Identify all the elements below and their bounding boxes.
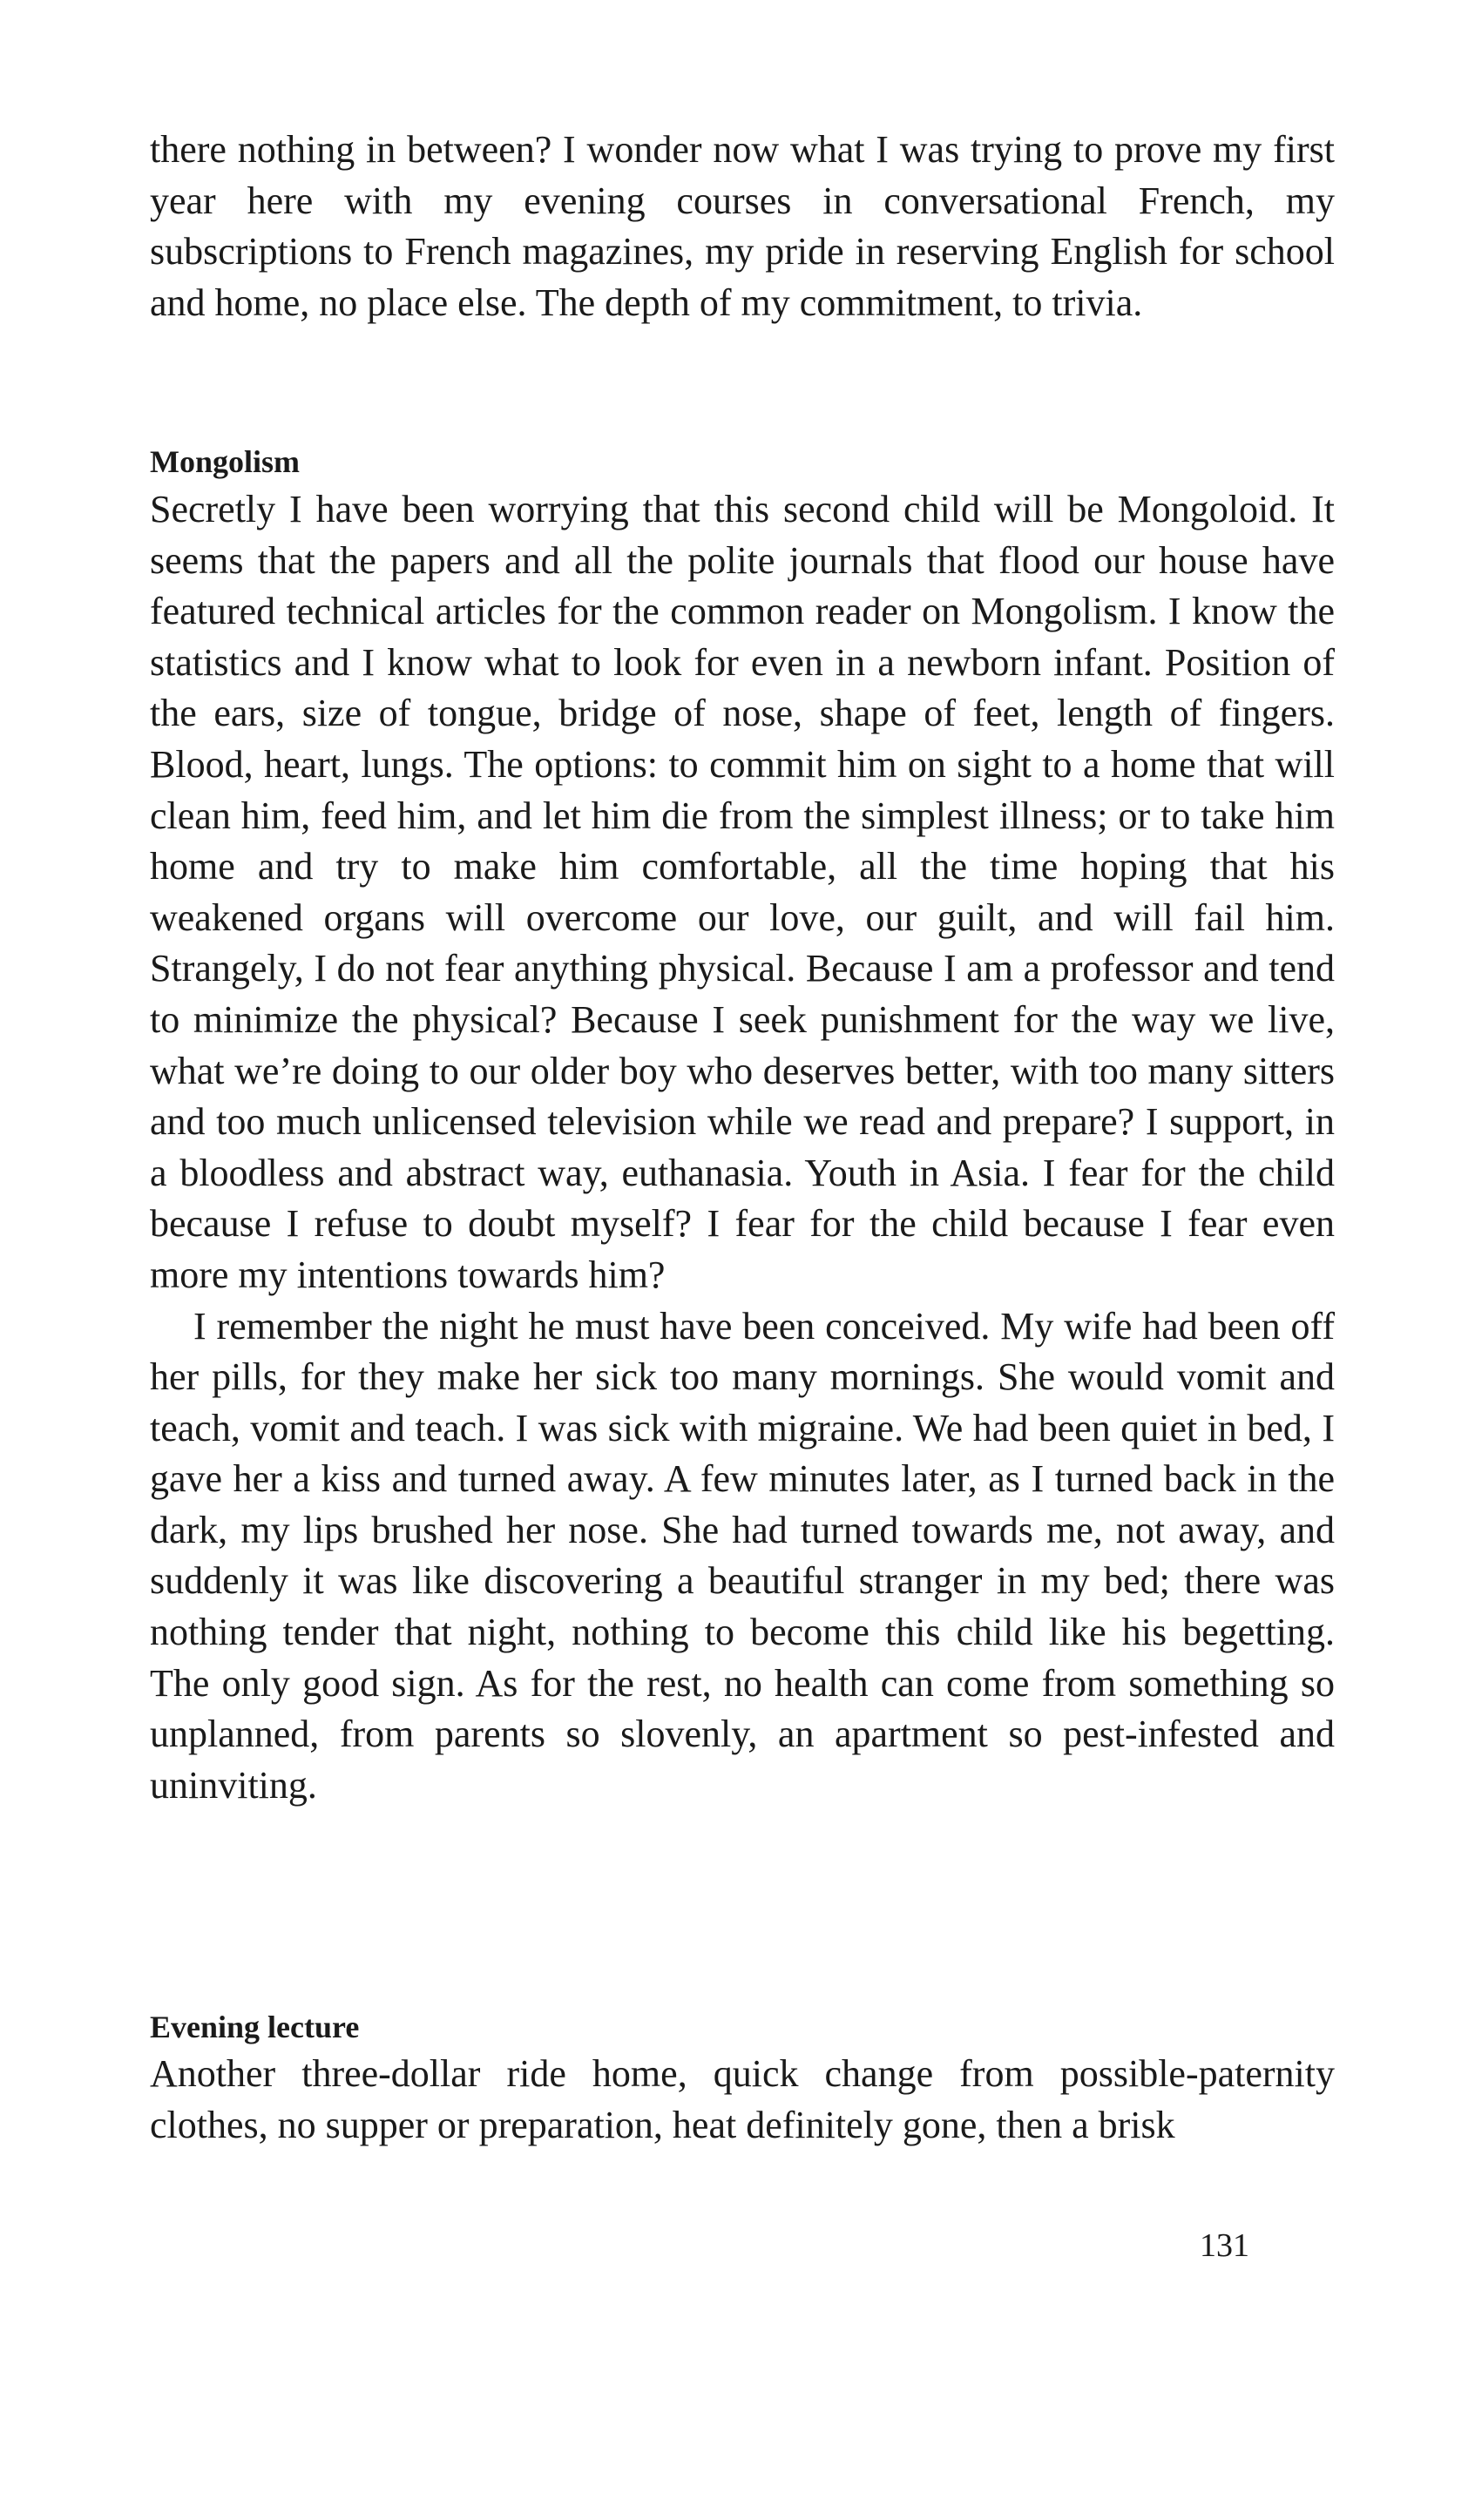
- mongolism-paragraph-2: I remember the night he must have been conceived. My wife had been off her pills, for they make her sick too many mornings. She would vomit and teach, vomit and teach. I was sick with migraine. We had been quiet in bed, I gave her a kiss and turned away. A few minutes later, as I turned back in the dark, my lips brushed her nose. She had turned towards me, not away, and suddenly it was like discovering a beautiful stranger in my bed; there was nothing tender that night, nothing to become this child like his begetting. The only good sign. As for the rest, no health can come from something so unplanned, from parents so slovenly, an apartment so pest-infested and uninviting.: [150, 1304, 1335, 1807]
- mongolism-body: [150, 484, 1335, 1811]
- section-heading-evening-lecture: Evening lecture: [150, 2010, 360, 2044]
- evening-lecture-paragraph-1: Another three-dollar ride home, quick change from possible-paternity clothes, no supper or preparation, heat definitely gone, then a brisk: [150, 2052, 1335, 2146]
- intro-paragraph-block: [150, 125, 1335, 328]
- mongolism-paragraph-1: Secretly I have been worrying that this second child will be Mongoloid. It seems that the papers and all the polite journals that flood our house have featured technical articles for the common reader on Mongolism. I know the statistics and I know what to look for even in a newborn infant. Position of the ears, size of tongue, bridge of nose, shape of feet, length of fingers. Blood, heart, lungs. The options: to commit him on sight to a home that will clean him, feed him, and let him die from the simplest illness; or to take him home and try to make him comfortable, all the time hoping that his weakened organs will overcome our love, our guilt, and will fail him. Strangely, I do not fear anything physical. Because I am a professor and tend to minimize the physical? Because I seek punishment for the way we live, what we’re doing to our older boy who deserves better, with too many sitters and too much unlicensed television while we read and prepare? I support, in a bloodless and abstract way, euthanasia. Youth in Asia. I fear for the child because I refuse to doubt myself? I fear for the child because I fear even more my intentions towards him?: [150, 488, 1335, 1296]
- page-number: 131: [1200, 2227, 1249, 2264]
- section-heading-mongolism: Mongolism: [150, 444, 301, 479]
- intro-paragraph: there nothing in between? I wonder now what I was trying to prove my first year here with my evening courses in conversational French, my subscriptions to French magazines, my pride in reserving English for school and home, no place else. The depth of my commitment, to trivia.: [150, 128, 1335, 324]
- evening-lecture-body: [150, 2049, 1335, 2151]
